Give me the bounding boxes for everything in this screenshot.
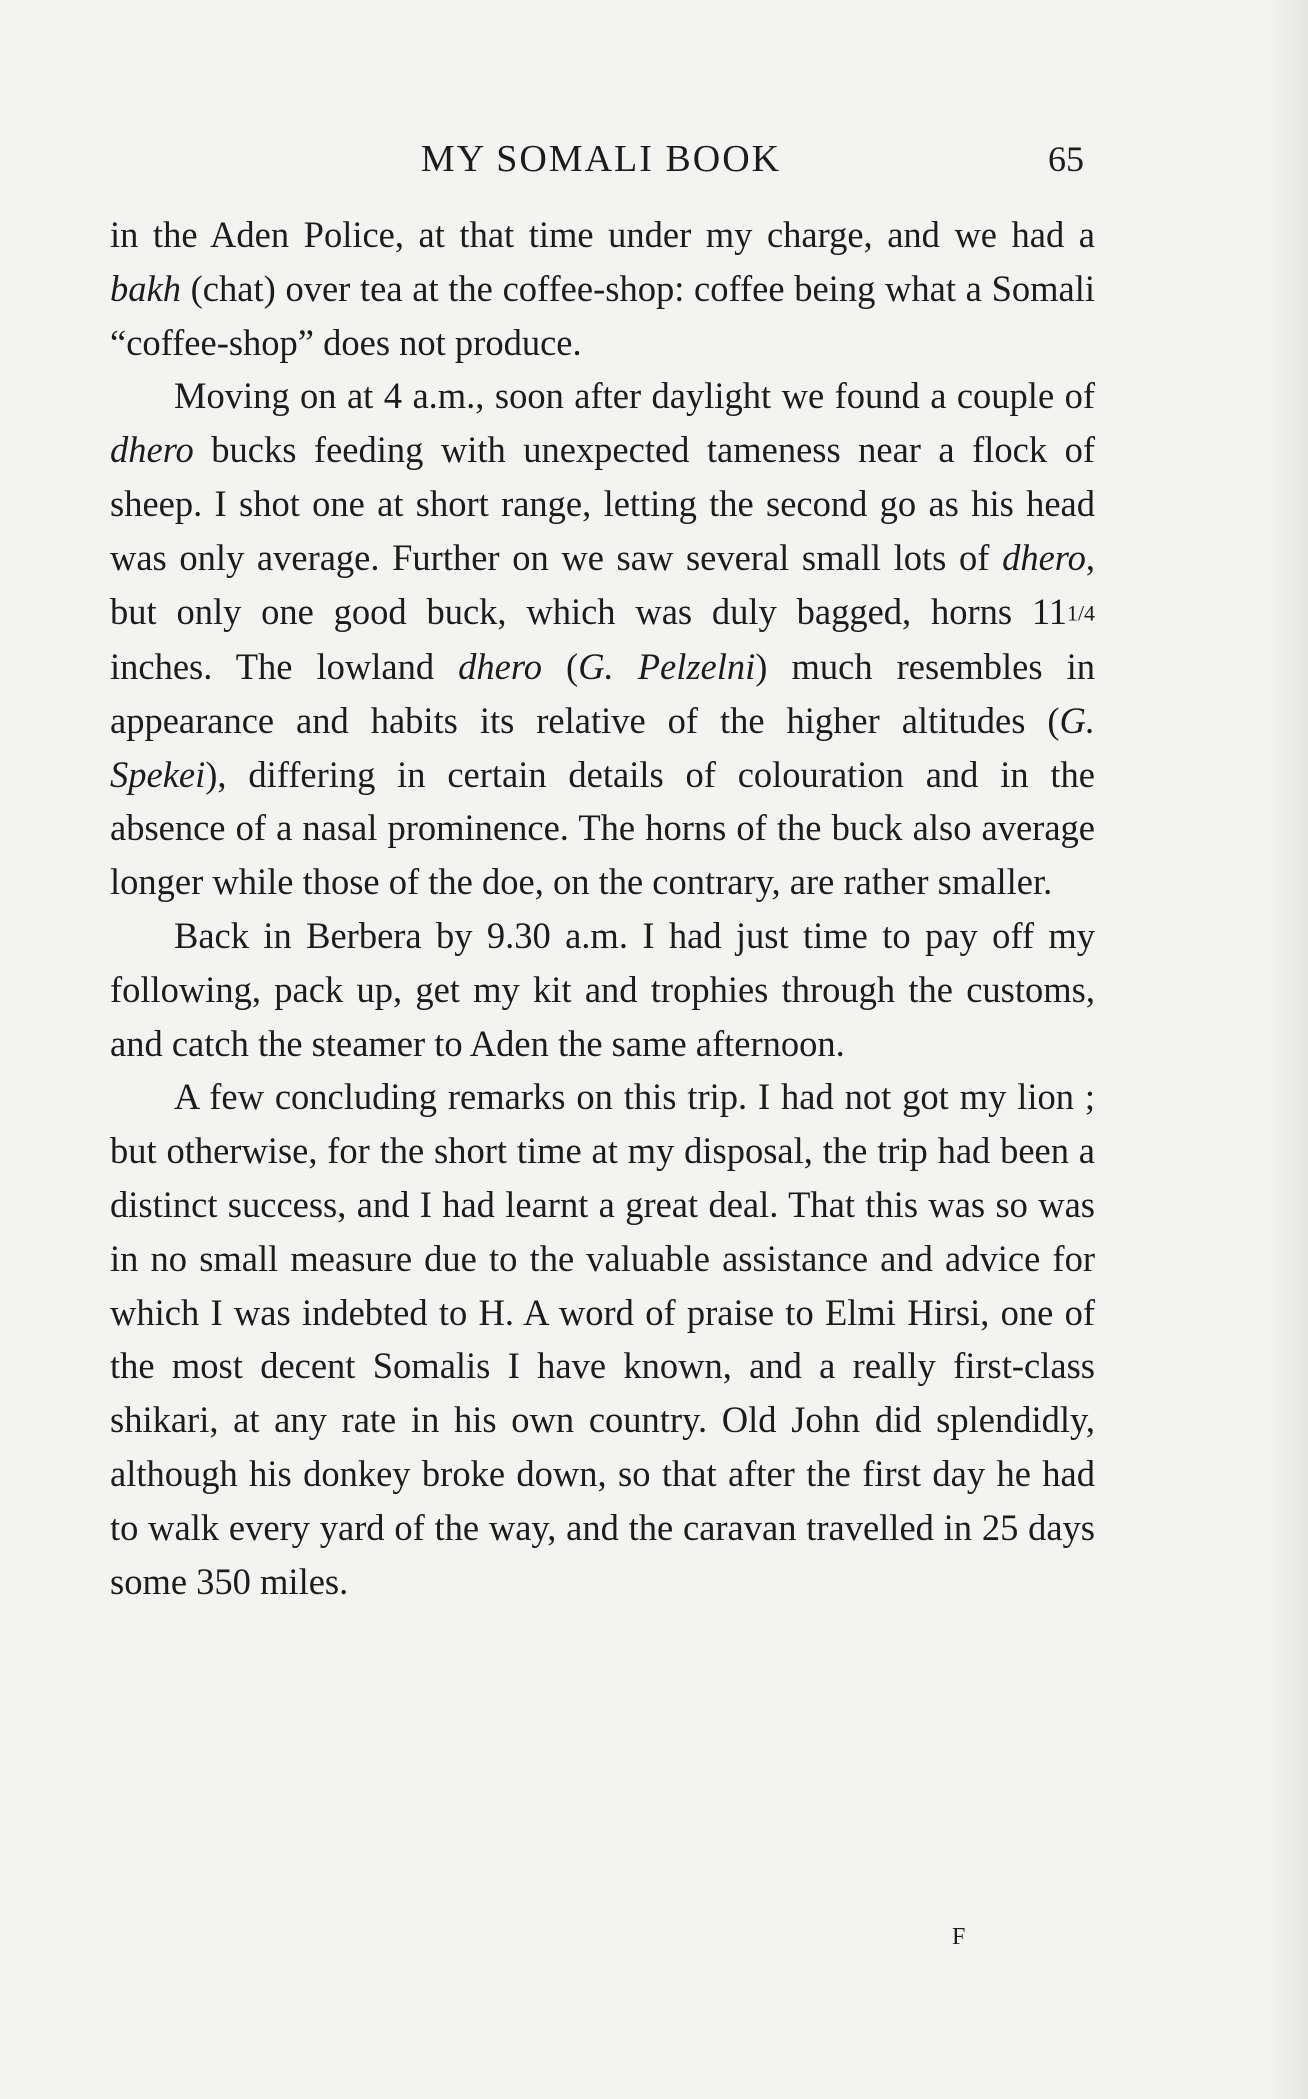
text-run: (chat) over tea at the coffee-shop: coffee being what a Somali “coffee-shop” does not produce. (110, 267, 1095, 363)
text-run: Moving on at 4 a.m., soon after daylight we found a couple of (174, 375, 1095, 417)
body-text (110, 208, 1095, 1608)
text-run: Back in Berbera by 9.30 a.m. I had just time to pay off my following, pack up, get my kit and trophies through the customs, and catch the steamer to Aden the same afternoon. (110, 915, 1095, 1064)
text-run: , but only one good buck, which was duly bagged, horns 11 (110, 536, 1095, 632)
paragraph (110, 1070, 1095, 1608)
text-run: inches. The lowland (110, 646, 459, 688)
fraction: 1/4 (1067, 600, 1095, 626)
text-run: ) much resembles in appearance and habits its relative of the higher altitudes ( (110, 646, 1095, 741)
page-header (112, 136, 1090, 186)
text-run: ), differing in certain details of colouration and in the absence of a nasal prominence. The horns of the buck also average longer while those of the doe, on the contrary, are rather smaller. (110, 753, 1095, 903)
page-number: 65 (1048, 139, 1084, 179)
text-run: ( (541, 646, 579, 688)
text-run: bucks feeding with unexpected tameness near a flock of sheep. I shot one at short range, letting the second go as his head was only average. Further on we saw several small lots of (110, 429, 1095, 578)
page-edge-shadow (1268, 0, 1308, 2099)
signature-mark: F (952, 1924, 967, 1950)
italic-term: G. Spekei (110, 699, 1095, 795)
italic-term: bakh (110, 267, 181, 309)
italic-term: dhero (458, 646, 542, 688)
paragraph (110, 369, 1095, 909)
italic-term: dhero (110, 429, 194, 471)
running-head: MY SOMALI BOOK (420, 138, 782, 180)
paragraph (110, 909, 1095, 1070)
italic-term: G. Pelzelni (578, 646, 756, 688)
text-run: in the Aden Police, at that time under my charge, and we had a (110, 214, 1095, 255)
paragraph (110, 208, 1095, 369)
italic-term: dhero (1002, 536, 1086, 578)
text-run: A few concluding remarks on this trip. I had not got my lion ; but otherwise, for the short time at my disposal, the trip had been a distinct success, and I had learnt a great deal. That this was so was in no small measure due to the valuable assistance and advice for which I was indebted to H. A word of praise to Elmi Hirsi, one of the most decent Somalis I have known, and a really first-class shikari, at any rate in his own country. Old John did splendidly, although his donkey broke down, so that after the first day he had to walk every yard of the way, and the caravan travelled in 25 days some 350 miles. (110, 1076, 1095, 1602)
